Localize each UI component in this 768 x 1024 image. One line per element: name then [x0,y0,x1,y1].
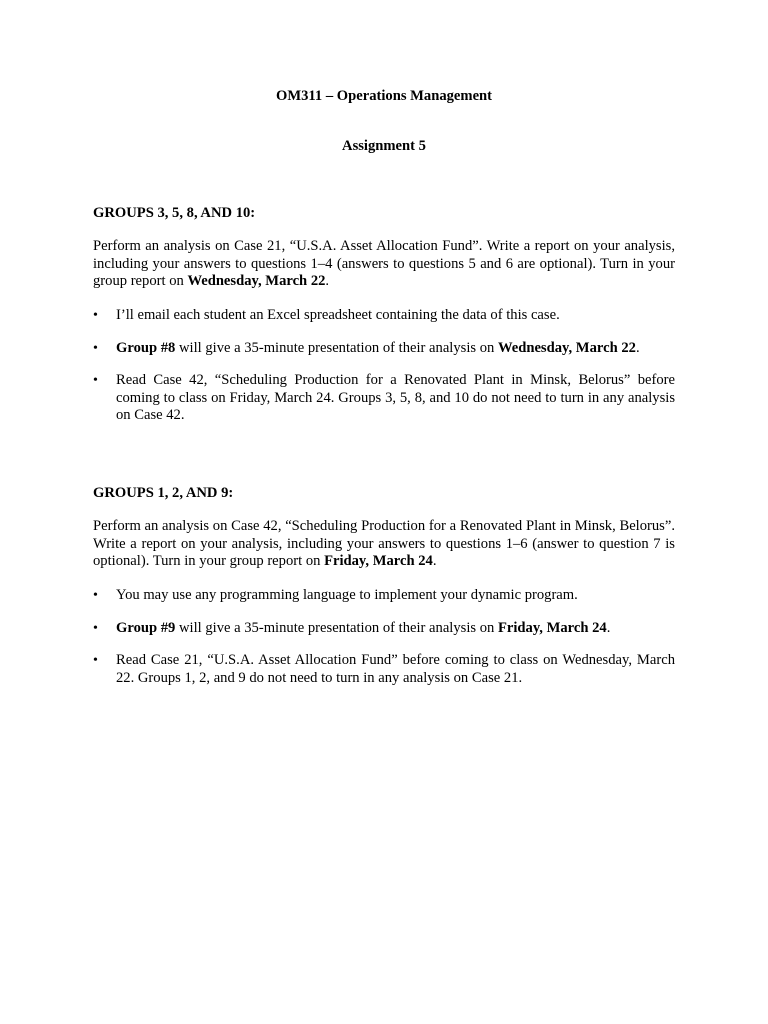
bullet-icon: • [93,621,98,636]
section2-group-label: Group #9 [116,620,176,636]
section2-intro-text: Perform an analysis on Case 42, “Scheduling Production for a Renovated Plant in Minsk, Belorus”. Write a report on your analysis, including your answers to questions 1–6 (answer to question 7 is optional). Turn in your group report on [93,518,675,569]
section2-presentation-date: Friday, March 24 [497,620,607,636]
section1-bullet-2-end: . [635,340,640,356]
section1-group-label: Group #8 [116,340,176,356]
bullet-icon: • [93,341,98,356]
section2-bullet-3-text: Read Case 21, “U.S.A. Asset Allocation Fund” before coming to class on Wednesday, March 22. Groups 1, 2, and 9 do not need to turn in any analysis on Case 21. [116,652,675,686]
section-heading-groups-3-5-8-10: GROUPS 3, 5, 8, AND 10: [93,205,256,221]
list-item [93,372,675,425]
section1-intro-text: Perform an analysis on Case 21, “U.S.A. Asset Allocation Fund”. Write a report on your analysis, including your answers to questions 1–4 (answers to questions 5 and 6 are optional). Turn in your group report on [93,238,675,289]
bullet-icon: • [93,373,98,388]
section2-bullet-list [93,587,675,605]
section1-bullet-1-text: I’ll email each student an Excel spreadsheet containing the data of this case. [116,307,560,323]
section2-due-date: Friday, March 24 [324,553,433,569]
section1-due-date: Wednesday, March 22 [187,273,326,289]
section1-presentation-date: Wednesday, March 22 [497,340,636,356]
section2-bullet-list-3 [93,652,675,687]
section1-bullet-3-text: Read Case 42, “Scheduling Production for a Renovated Plant in Minsk, Belorus” before coming to class on Friday, March 24. Groups 3, 5, 8, and 10 do not need to turn in any analysis on Case 42. [116,372,675,423]
section2-intro-end: . [432,553,437,569]
list-item [93,620,675,638]
section1-intro-end: . [325,273,330,289]
section1-bullet-list [93,307,675,325]
section2-bullet-list-2 [93,620,675,638]
section2-bullet-1-text: You may use any programming language to implement your dynamic program. [116,587,578,603]
list-item [93,307,675,325]
section2-bullet-2-end: . [606,620,611,636]
list-item [93,340,675,358]
bullet-icon: • [93,653,98,668]
list-item [93,652,675,687]
list-item [93,587,675,605]
assignment-title: Assignment 5 [342,138,426,154]
section1-bullet-2-text: will give a 35-minute presentation of their analysis on [175,340,498,356]
bullet-icon: • [93,588,98,603]
section1-bullet-list-2 [93,340,675,358]
bullet-icon: • [93,308,98,323]
section-heading-groups-1-2-9: GROUPS 1, 2, AND 9: [93,485,234,501]
section1-intro-paragraph [93,238,675,291]
section1-bullet-list-3 [93,372,675,425]
section2-bullet-2-text: will give a 35-minute presentation of their analysis on [175,620,498,636]
section2-intro-paragraph [93,518,675,571]
course-title: OM311 – Operations Management [275,88,493,104]
